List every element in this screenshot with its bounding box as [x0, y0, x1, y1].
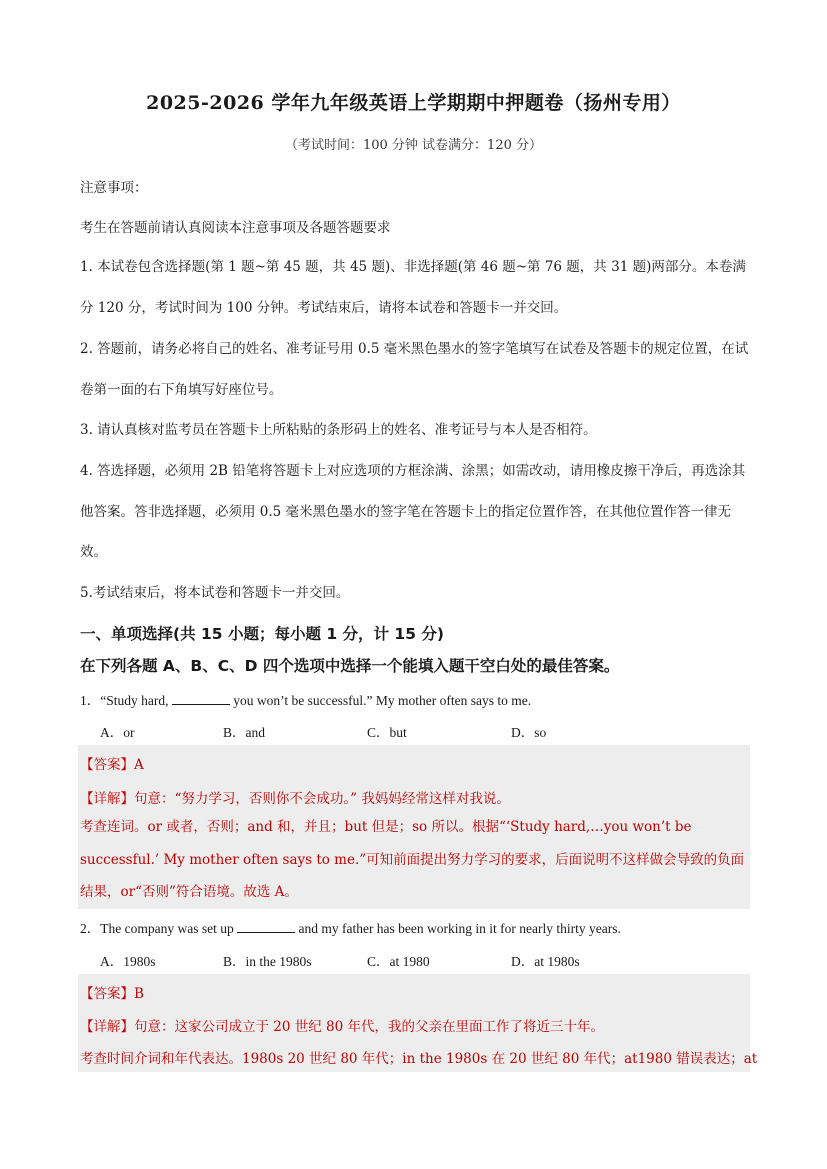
- question-2-answer: 【答案】B: [80, 986, 144, 1002]
- option-c: C．but: [367, 725, 407, 740]
- notice-heading: 注意事项：: [80, 180, 148, 196]
- section-heading: 一、单项选择(共 15 小题；每小题 1 分，计 15 分): [80, 625, 444, 643]
- question-2-explanation: 考查时间介词和年代表达。1980s 20 世纪 80 年代；in the 1980s 在 20 世纪 80 年代；at1980 错误表达；at: [80, 1051, 758, 1067]
- answer-blank: [172, 692, 230, 705]
- question-2-detail: 【详解】句意：这家公司成立于 20 世纪 80 年代，我的父亲在里面工作了将近三十年。: [80, 1019, 605, 1035]
- notice-item-2: 2. 答题前，请务必将自己的姓名、准考证号用 0.5 毫米黑色墨水的签字笔填写在试卷及答题卡的规定位置，在试卷第一面的右下角填写好座位号。: [80, 341, 749, 398]
- answer-blank: [237, 920, 295, 933]
- question-2-answer-box: [78, 974, 758, 1072]
- notice-item-1: 1. 本试卷包含选择题(第 1 题~第 45 题，共 45 题)、非选择题(第 46 题~第 76 题，共 31 题)两部分。本卷满分 120 分，考试时间为 100 分钟。考试结束后，请将本试卷和答题卡一并交回。: [80, 259, 746, 316]
- exam-time-info: （考试时间：100 分钟 试卷满分：120 分）: [284, 138, 543, 153]
- section-instruction: 在下列各题 A、B、C、D 四个选项中选择一个能填入题干空白处的最佳答案。: [80, 657, 620, 675]
- question-1-stem-start: 1．“Study hard,: [80, 693, 172, 708]
- question-1-detail: 【详解】句意：“努力学习，否则你不会成功。” 我妈妈经常这样对我说。: [80, 791, 510, 807]
- notice-item-4: 4. 答选择题，必须用 2B 铅笔将答题卡上对应选项的方框涂满、涂黑；如需改动，请用橡皮擦干净后，再选涂其他答案。答非选择题，必须用 0.5 毫米黑色墨水的签字笔在答题卡上的指定位置作答，在其他位置作答一律无效。: [80, 463, 746, 560]
- option-b: B．in the 1980s: [223, 954, 312, 969]
- page-title: 2025-2026 学年九年级英语上学期期中押题卷（扬州专用）: [146, 92, 681, 114]
- question-1-answer-box: [78, 745, 750, 909]
- question-2-stem-start: 2．The company was set up: [80, 921, 238, 936]
- notice-item-5: 5.考试结束后，将本试卷和答题卡一并交回。: [80, 585, 350, 601]
- notice-item-3: 3. 请认真核对监考员在答题卡上所粘贴的条形码上的姓名、准考证号与本人是否相符。: [80, 422, 597, 438]
- question-1-explanation: 考查连词。or 或者，否则；and 和，并且；but 但是；so 所以。根据“‘Study hard,…you won’t be successful.’ My mother often says to me.”可知前面提出努力学习的要求，后面说明不这样做会导致的负面结果，or“否则”符合语境。故选 A。: [80, 819, 745, 900]
- option-a: A．1980s: [100, 954, 156, 969]
- notice-intro: 考生在答题前请认真阅读本注意事项及各题答题要求: [80, 220, 391, 236]
- option-b: B．and: [223, 725, 265, 740]
- option-a: A．or: [100, 725, 135, 740]
- question-1-answer: 【答案】A: [80, 757, 144, 773]
- option-d: D．at 1980s: [511, 954, 580, 969]
- question-2-stem: [80, 917, 621, 937]
- option-d: D．so: [511, 725, 547, 740]
- question-1-stem-end: you won’t be successful.” My mother often says to me.: [229, 693, 532, 708]
- question-1-stem: [80, 689, 531, 709]
- question-2-stem-end: and my father has been working in it for nearly thirty years.: [295, 921, 621, 936]
- option-c: C．at 1980: [367, 954, 430, 969]
